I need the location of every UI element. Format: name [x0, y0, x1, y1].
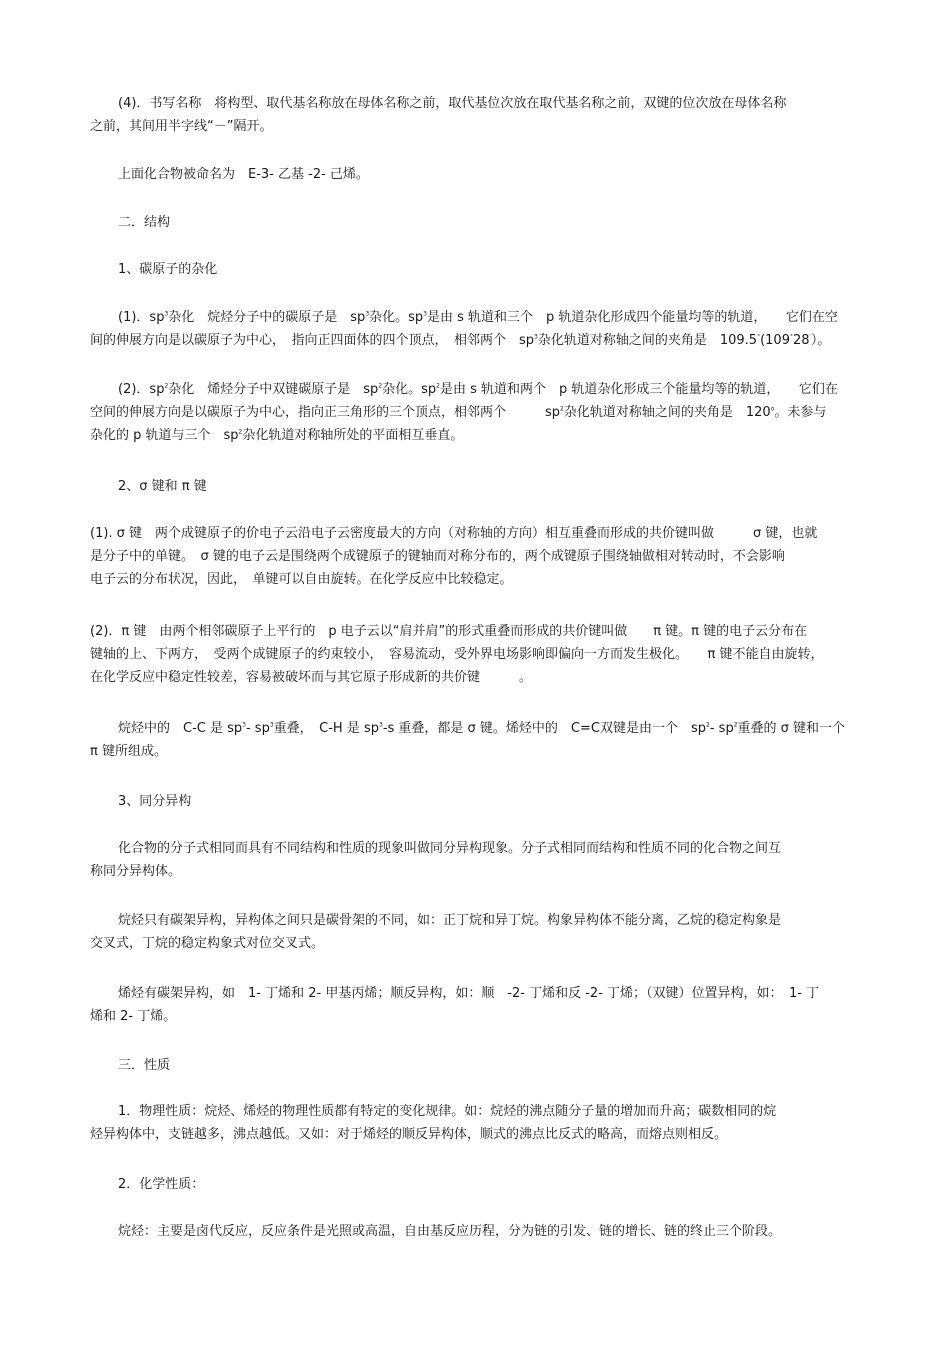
paragraph-isomer-definition — [90, 837, 860, 883]
heading-chemical-properties — [90, 1173, 860, 1196]
text-line: 空间的伸展方向是以碳原子为中心，指向正三角形的三个顶点，相邻两个 $sp^2$杂化轨道对称轴之间的夹角是 120$^o$。未参与 — [90, 405, 827, 420]
paragraph-alkene-isomers — [90, 982, 860, 1028]
text-line: 烷烃：主要是卤代反应，反应条件是光照或高温，自由基反应历程，分为链的引发、链的增长、链的终止三个阶段。 — [118, 1224, 782, 1239]
paragraph-alkane-reaction — [90, 1220, 860, 1243]
text-line: 1．物理性质：烷烃、烯烃的物理性质都有特定的变化规律。如：烷烃的沸点随分子量的增加而升高；碳数相同的烷 — [118, 1104, 777, 1119]
paragraph-pi-bond — [90, 620, 860, 689]
text-line: 杂化的 p 轨道与三个 $sp^2$杂化轨道对称轴所处的平面相互垂直。 — [90, 428, 464, 443]
text-line: 间的伸展方向是以碳原子为中心， 指向正四面体的四个顶点， 相邻两个 $sp^3$杂化轨道对称轴之间的夹角是 109.5°(109°28′）。 — [90, 333, 831, 348]
text-line: 在化学反应中稳定性较差，容易被破坏而与其它原子形成新的共价键 。 — [90, 670, 533, 685]
subsection-heading: 2．化学性质： — [118, 1177, 205, 1192]
paragraph-orbital-overlap — [90, 717, 860, 763]
section-heading: 二．结构 — [118, 215, 171, 230]
paragraph-sp3 — [90, 306, 860, 352]
text-line: (4)．书写名称 将构型、取代基名称放在母体名称之前，取代基位次放在取代基名称之前，双键的位次放在母体名称 — [118, 96, 787, 111]
text-line: 上面化合物被命名为 E-3- 乙基 -2- 己烯。 — [118, 167, 369, 182]
paragraph-compound-name — [90, 163, 860, 186]
paragraph-sigma-bond — [90, 522, 860, 591]
paragraph-alkane-isomers — [90, 909, 860, 955]
text-line: 是分子中的单键。 σ 键的电子云是围绕两个成键原子的键轴而对称分布的，两个成键原子围绕轴做相对转动时，不会影响 — [90, 549, 785, 564]
paragraph-naming-step4 — [90, 92, 860, 138]
text-line: 化合物的分子式相同而具有不同结构和性质的现象叫做同分异构现象。分子式相同而结构和性质不同的化合物之间互 — [118, 841, 782, 856]
text-line: (1)．$sp^3$杂化 烷烃分子中的碳原子是 $sp^3$杂化。$sp^3$是由 s 轨道和三个 p 轨道杂化形成四个能量均等的轨道， 它们在空 — [118, 310, 838, 325]
text-line: 交叉式，丁烷的稳定构象式对位交叉式。 — [90, 936, 325, 951]
text-line: 烷烃只有碳架异构，异构体之间只是碳骨架的不同，如：正丁烷和异丁烷。构象异构体不能分离，乙烷的稳定构象是 — [118, 913, 782, 928]
text-line: 烯和 2- 丁烯。 — [90, 1009, 177, 1024]
text-line: π 键所组成。 — [90, 744, 167, 759]
subsection-heading: 2、σ 键和 π 键 — [118, 479, 207, 494]
text-line: 电子云的分布状况，因此， 单键可以自由旋转。在化学反应中比较稳定。 — [90, 572, 513, 587]
section-heading: 三．性质 — [118, 1058, 171, 1073]
heading-hybridization — [90, 258, 860, 281]
text-line: 烷烃中的 C-C 是 $sp^3-$ $sp^3$重叠， C-H 是 $sp^3-s$ 重叠，都是 σ 键。烯烃中的 C=C双键是由一个 $sp^2-$ $sp^2$重叠的 σ 键和一个 — [118, 721, 846, 736]
text-line: (1). σ 键 两个成键原子的价电子云沿电子云密度最大的方向（对称轴的方向）相互重叠而形成的共价键叫做 σ 键，也就 — [90, 526, 818, 541]
text-line: (2)．$sp^2$杂化 烯烃分子中双键碳原子是 $sp^2$杂化。$sp^2$是由 s 轨道和两个 p 轨道杂化形成三个能量均等的轨道， 它们在 — [118, 382, 838, 397]
text-line: 之前，其间用半字线“－”隔开。 — [90, 119, 273, 134]
subsection-heading: 1、碳原子的杂化 — [118, 262, 218, 277]
text-line: (2)．π 键 由两个相邻碳原子上平行的 p 电子云以“肩并肩”的形式重叠而形成的共价键叫做 π 键。π 键的电子云分布在 — [90, 624, 808, 639]
heading-properties — [90, 1054, 860, 1077]
text-line: 键轴的上、下两方， 受两个成键原子的约束较小， 容易流动，受外界电场影响即偏向一方而发生极化。 π 键不能自由旋转， — [90, 647, 824, 662]
text-line: 称同分异构体。 — [90, 864, 182, 879]
text-line: 烯烃有碳架异构，如 1- 丁烯和 2- 甲基丙烯；顺反异构，如：顺 -2- 丁烯和反 -2- 丁烯；（双键）位置异构，如： 1- 丁 — [118, 986, 820, 1001]
paragraph-physical-properties — [90, 1100, 860, 1146]
paragraph-sp2 — [90, 378, 860, 447]
text-line: 烃异构体中，支链越多，沸点越低。又如：对于烯烃的顺反异构体，顺式的沸点比反式的略高，而熔点则相反。 — [90, 1127, 728, 1142]
heading-sigma-pi — [90, 475, 860, 498]
heading-isomerism — [90, 790, 860, 813]
heading-structure — [90, 211, 860, 234]
subsection-heading: 3、同分异构 — [118, 794, 192, 809]
